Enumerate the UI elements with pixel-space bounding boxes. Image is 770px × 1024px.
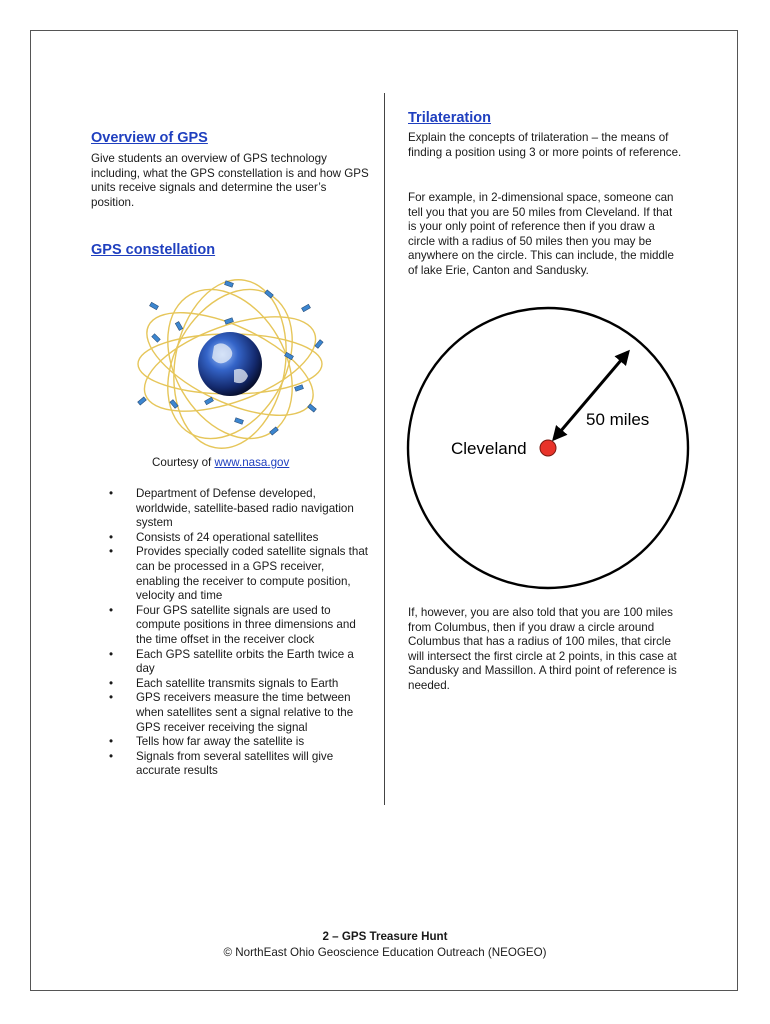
overview-heading: Overview of GPS: [91, 130, 208, 146]
trilateration-intro: Explain the concepts of trilateration – the means of finding a position using 3 or more points of reference.: [408, 131, 682, 159]
list-item: • Department of Defense developed, worldwide, satellite-based radio navigation system: [109, 487, 369, 531]
trilateration-example: For example, in 2-dimensional space, someone can tell you that you are 50 miles from Cleveland. If that is your only point of reference then if you draw a circle with a radius of 50 miles then you may be anywhere on the circle. This can include, the middle of lake Erie, Canton and Sandusky.: [408, 191, 674, 277]
list-item: • GPS receivers measure the time between when satellites sent a signal relative to the GPS receiver receiving the signal: [109, 691, 369, 735]
trilateration-conclusion: If, however, you are also told that you are 100 miles from Columbus, then if you draw a circle around Columbus that has a radius of 100 miles, that circle will intersect the first circle at 2 points, in this case at Sandusky and Massillon. A third point of reference is needed.: [408, 606, 677, 692]
list-item: • Each GPS satellite orbits the Earth twice a day: [109, 648, 369, 677]
constellation-heading: GPS constellation: [91, 242, 216, 258]
list-item: • Tells how far away the satellite is: [109, 735, 369, 750]
cleveland-marker: [540, 440, 556, 456]
gps-facts-list: [109, 487, 369, 779]
list-item: • Four GPS satellite signals are used to compute positions in three dimensions and the time offset in the receiver clock: [109, 604, 369, 648]
nasa-link[interactable]: www.nasa.gov: [214, 456, 290, 469]
cleveland-label: Cleveland: [451, 439, 527, 458]
list-item: • Signals from several satellites will give accurate results: [109, 750, 369, 779]
trilateration-heading: Trilateration: [408, 110, 491, 126]
overview-text: Give students an overview of GPS technology including, what the GPS constellation is and how GPS units receive signals and determine the user’s position.: [91, 152, 369, 209]
footer-credit: © NorthEast Ohio Geoscience Education Outreach (NEOGEO): [223, 946, 547, 959]
column-divider: [384, 93, 385, 805]
list-item: • Each satellite transmits signals to Earth: [109, 677, 369, 692]
image-caption: [152, 456, 289, 469]
list-item: • Provides specially coded satellite signals that can be processed in a GPS receiver, enabling the receiver to compute position, velocity and time: [109, 545, 369, 603]
gps-constellation-image: [130, 274, 330, 454]
caption-prefix: Courtesy of: [152, 456, 215, 469]
trilateration-diagram: [400, 305, 700, 605]
radius-label: 50 miles: [586, 410, 650, 429]
list-item: • Consists of 24 operational satellites: [109, 531, 369, 546]
footer-title: 2 – GPS Treasure Hunt: [322, 930, 448, 943]
earth-icon: [198, 332, 262, 396]
